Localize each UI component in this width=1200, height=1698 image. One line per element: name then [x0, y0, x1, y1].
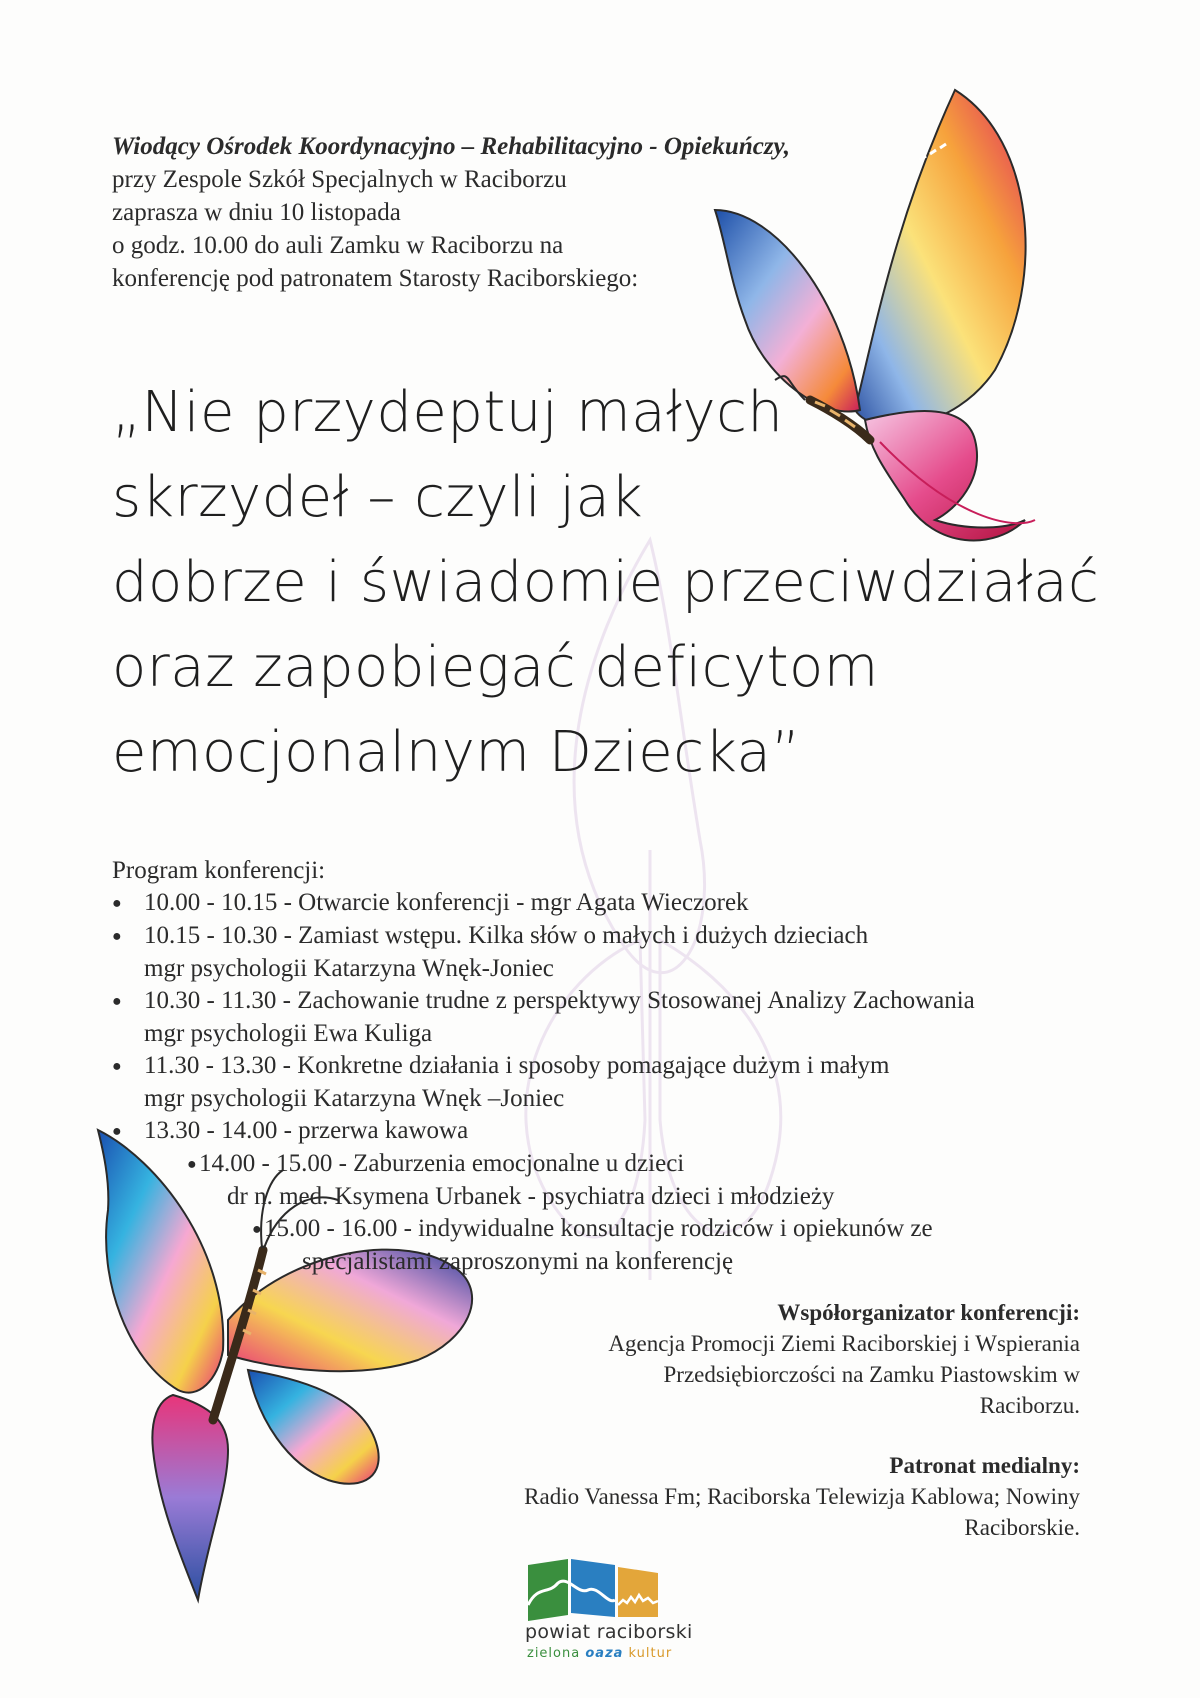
program-item-speaker: mgr psychologii Katarzyna Wnęk –Joniec: [144, 1085, 565, 1112]
coorganizer-block: [560, 1297, 1080, 1421]
intro-line-2: przy Zespole Szkół Specjalnych w Raciborzu: [112, 166, 567, 193]
bullet-icon: ●: [112, 993, 122, 1010]
media-heading: Patronat medialny:: [889, 1453, 1080, 1478]
program-item: [112, 920, 975, 985]
program-item-main: 14.00 - 15.00 - Zaburzenia emocjonalne u dzieci: [199, 1150, 685, 1177]
title-line-5: emocjonalnym Dziecka”: [112, 720, 801, 785]
media-line-2: Raciborskie.: [964, 1515, 1080, 1540]
title-line-2: skrzydeł – czyli jak: [112, 465, 644, 530]
media-line-1: Radio Vanessa Fm; Raciborska Telewizja Kablowa; Nowiny: [524, 1484, 1080, 1509]
media-patronage-block: [440, 1450, 1080, 1543]
program-item-main: 15.00 - 16.00 - indywidualne konsultacje rodziców i opiekunów ze: [264, 1215, 933, 1242]
program-item-speaker: mgr psychologii Ewa Kuliga: [144, 1020, 433, 1047]
program-list: [112, 887, 975, 1278]
program-item-main: 13.30 - 14.00 - przerwa kawowa: [144, 1117, 469, 1144]
intro-line-5: konferencję pod patronatem Starosty Raciborskiego:: [112, 265, 639, 292]
organizer-name: Wiodący Ośrodek Koordynacyjno – Rehabilitacyjno - Opiekuńczy,: [112, 133, 790, 160]
powiat-logo: [515, 1555, 693, 1665]
program-item-speaker: dr n. med. Ksymena Urbanek - psychiatra dzieci i młodzieży: [227, 1183, 835, 1210]
conference-title: [112, 370, 1100, 795]
bullet-icon: ●: [112, 895, 122, 912]
coorganizer-line-2: Przedsiębiorczości na Zamku Piastowskim w: [663, 1362, 1080, 1387]
bullet-icon: ●: [112, 928, 122, 945]
bullet-icon: ●: [252, 1221, 262, 1238]
program-item-main: 11.30 - 13.30 - Konkretne działania i sposoby pomagające dużym i małym: [144, 1052, 890, 1079]
program-item: [112, 1213, 975, 1278]
logo-tagline: [527, 1646, 672, 1661]
program-item: [112, 985, 975, 1050]
logo-tag-word-1: zielona: [527, 1646, 581, 1661]
bullet-icon: ●: [112, 1123, 122, 1140]
program-item-main: 10.15 - 10.30 - Zamiast wstępu. Kilka słów o małych i dużych dzieciach: [144, 922, 869, 949]
logo-name: powiat raciborski: [525, 1621, 693, 1643]
logo-tag-word-3: kultur: [628, 1646, 673, 1661]
intro-line-3: zaprasza w dniu 10 listopada: [112, 199, 401, 226]
program-item-main: 10.00 - 10.15 - Otwarcie konferencji - mgr Agata Wieczorek: [144, 889, 749, 916]
program-item: [112, 1050, 975, 1115]
intro-block: [112, 130, 790, 295]
program-section: [112, 855, 975, 1278]
program-item: [112, 887, 975, 920]
coorganizer-line-1: Agencja Promocji Ziemi Raciborskiej i Wspierania: [608, 1331, 1080, 1356]
logo-icon: [523, 1555, 663, 1625]
title-line-4: oraz zapobiegać deficytom: [112, 635, 879, 700]
program-item-main: 10.30 - 11.30 - Zachowanie trudne z perspektywy Stosowanej Analizy Zachowania: [144, 987, 975, 1014]
logo-tag-word-2: oaza: [585, 1646, 624, 1661]
bullet-icon: ●: [112, 1058, 122, 1075]
program-heading: Program konferencji:: [112, 857, 326, 884]
intro-line-4: o godz. 10.00 do auli Zamku w Raciborzu na: [112, 232, 564, 259]
title-line-1: „Nie przydeptuj małych: [112, 380, 784, 445]
program-item: [112, 1148, 975, 1213]
coorganizer-heading: Współorganizator konferencji:: [777, 1300, 1080, 1325]
program-item: [112, 1115, 975, 1148]
bullet-icon: ●: [187, 1156, 197, 1173]
program-item-speaker: specjalistami zaproszonymi na konferencję: [302, 1248, 734, 1275]
program-item-speaker: mgr psychologii Katarzyna Wnęk-Joniec: [144, 955, 554, 982]
title-line-3: dobrze i świadomie przeciwdziałać: [112, 550, 1100, 615]
coorganizer-line-3: Raciborzu.: [979, 1393, 1080, 1418]
